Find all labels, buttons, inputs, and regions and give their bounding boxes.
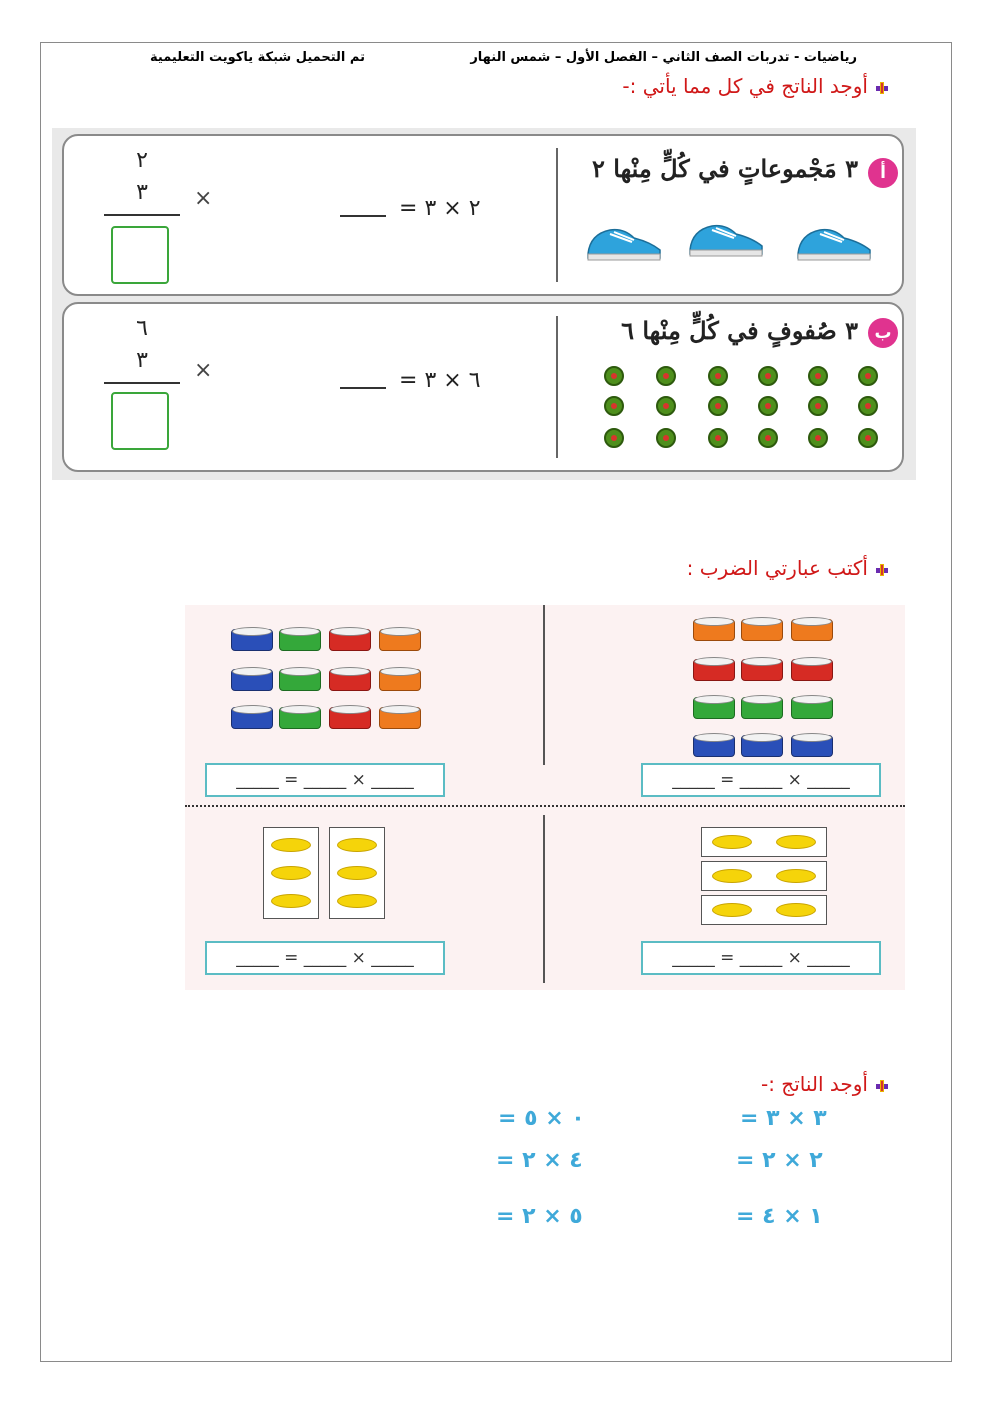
section1-title-text: أوجد الناتج في كل مما يأتي :-: [622, 74, 868, 98]
exercise-panel: [52, 128, 916, 480]
bullet-icon: [874, 80, 890, 96]
answer-box[interactable]: [111, 226, 169, 284]
row-divider: [556, 148, 558, 282]
answer-box[interactable]: [111, 392, 169, 450]
row-statement: ٣ مَجْموعاتٍ في كُلٍّ مِنْها ٢: [592, 154, 858, 183]
section1-title: [622, 74, 890, 98]
exercise-row-a: [62, 134, 904, 296]
section3-title: [761, 1072, 890, 1096]
shoe-image: [584, 220, 664, 264]
arrays-panel: [185, 605, 905, 990]
yoyo-image: [808, 396, 828, 416]
answer-line-4[interactable]: _____ = _____ × _____: [641, 941, 881, 975]
section3-title-text: أوجد الناتج :-: [760, 1072, 868, 1096]
horizontal-equation: [340, 196, 481, 221]
vertical-top-number: ٢: [136, 148, 148, 173]
fact-item: = ٤ × ٢: [496, 1148, 583, 1173]
fact-item: = ١ × ٤: [736, 1204, 823, 1229]
yoyo-image: [656, 396, 676, 416]
fact-item: = ٠ × ٥: [498, 1106, 585, 1131]
answer-blank[interactable]: [340, 387, 386, 389]
yoyo-image: [758, 396, 778, 416]
answer-line-3[interactable]: _____ = _____ × _____: [205, 941, 445, 975]
vertical-sum-line: [104, 214, 180, 216]
yoyo-image: [808, 366, 828, 386]
header-subject-line: رياضيات - تدربات الصف الثاني – الفصل الأول – شمس النهار: [470, 50, 857, 65]
coin-row: [701, 861, 827, 891]
row-badge: ب: [868, 318, 898, 348]
shoe-image: [794, 220, 874, 264]
row-divider: [556, 316, 558, 458]
answer-line-2[interactable]: _____ = _____ × _____: [641, 763, 881, 797]
equation-text: = ٢ × ٣: [399, 196, 481, 221]
horizontal-equation: [340, 368, 481, 393]
vertical-bottom-number: ٣: [136, 348, 148, 373]
coin-column: [263, 827, 319, 919]
vertical-bottom-number: ٣: [136, 180, 148, 205]
yoyo-image: [604, 396, 624, 416]
header-download-credit: تم التحميل شبكة ياكويت التعليمية: [150, 50, 365, 65]
shoe-image: [686, 216, 766, 260]
yoyo-image: [708, 396, 728, 416]
yoyo-image: [808, 428, 828, 448]
vertical-top-number: ٦: [136, 316, 148, 341]
row-badge: أ: [868, 158, 898, 188]
dotted-separator: [185, 805, 905, 807]
row-statement: ٣ صُفوفٍ في كُلٍّ مِنْها ٦: [621, 316, 858, 345]
yoyo-image: [604, 366, 624, 386]
yoyo-image: [858, 396, 878, 416]
vertical-divider-top: [543, 605, 545, 765]
multiply-sign: ×: [194, 186, 213, 211]
yoyo-image: [858, 366, 878, 386]
yoyo-image: [708, 428, 728, 448]
section2-title: [687, 556, 890, 580]
bullet-icon: [874, 562, 890, 578]
coin-column: [329, 827, 385, 919]
yoyo-image: [656, 428, 676, 448]
exercise-row-b: [62, 302, 904, 472]
yoyo-image: [758, 428, 778, 448]
yoyo-image: [708, 366, 728, 386]
fact-item: = ٥ × ٢: [496, 1204, 583, 1229]
yoyo-image: [758, 366, 778, 386]
equation-text: = ٦ × ٣: [399, 368, 481, 393]
multiply-sign: ×: [194, 358, 213, 383]
section2-title-text: أكتب عبارتي الضرب :: [686, 556, 868, 580]
vertical-sum-line: [104, 382, 180, 384]
yoyo-image: [656, 366, 676, 386]
coin-row: [701, 895, 827, 925]
fact-item: = ٢ × ٢: [736, 1148, 823, 1173]
coin-row: [701, 827, 827, 857]
yoyo-image: [858, 428, 878, 448]
vertical-divider-bottom: [543, 815, 545, 983]
bullet-icon: [874, 1078, 890, 1094]
answer-line-1[interactable]: _____ = _____ × _____: [205, 763, 445, 797]
yoyo-image: [604, 428, 624, 448]
fact-item: = ٣ × ٣: [740, 1106, 827, 1131]
answer-blank[interactable]: [340, 215, 386, 217]
